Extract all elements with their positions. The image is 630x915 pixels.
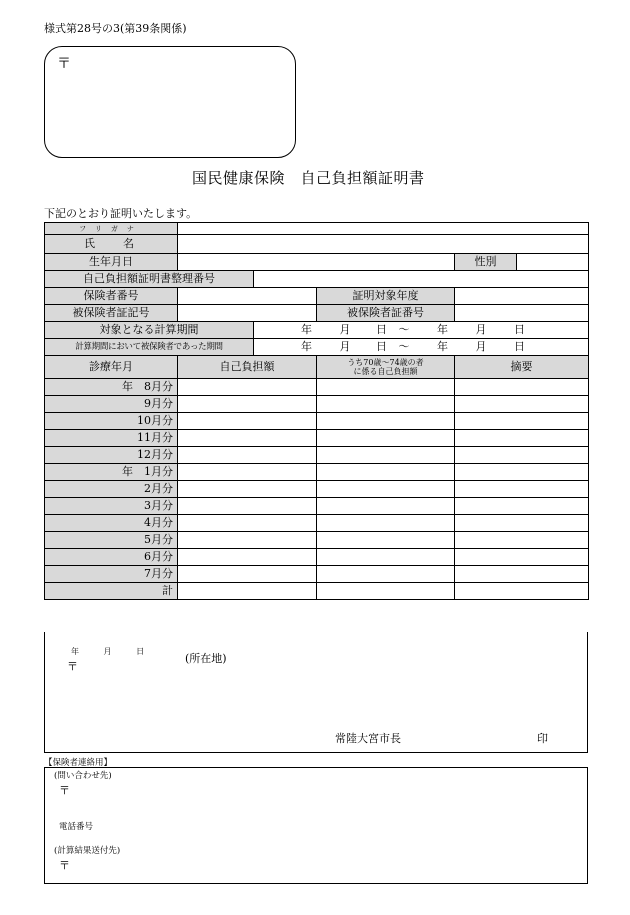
age-70-74-field[interactable] <box>317 583 455 600</box>
age-70-74-field[interactable] <box>317 413 455 430</box>
month-row <box>45 430 589 447</box>
age-70-74-field[interactable] <box>317 515 455 532</box>
period-day-2: 日 <box>514 323 525 336</box>
self-pay-field[interactable] <box>178 515 317 532</box>
period-day-2: 日 <box>514 340 525 353</box>
month-label: 5月分 <box>45 532 178 549</box>
gender-label: 性別 <box>455 254 517 271</box>
age-70-74-field[interactable] <box>317 566 455 583</box>
remarks-field[interactable] <box>455 379 589 396</box>
remarks-field[interactable] <box>455 566 589 583</box>
name-label: 氏名 <box>45 235 178 254</box>
name-field[interactable] <box>178 235 589 254</box>
self-pay-field[interactable] <box>178 464 317 481</box>
cert-year-label: 証明対象年度 <box>317 288 455 305</box>
address-box <box>44 46 296 158</box>
cert-number-field[interactable] <box>254 271 589 288</box>
self-pay-field[interactable] <box>178 532 317 549</box>
age-70-74-field[interactable] <box>317 464 455 481</box>
header-age-70-74 <box>317 356 455 379</box>
period-year-1: 年 <box>301 323 312 336</box>
remarks-field[interactable] <box>455 515 589 532</box>
month-row <box>45 532 589 549</box>
insured-period-label: 計算期間において被保険者であった期間 <box>45 339 254 356</box>
insured-symbol-field[interactable] <box>178 305 317 322</box>
remarks-field[interactable] <box>455 447 589 464</box>
period-year-2: 年 <box>437 323 448 336</box>
month-label: 6月分 <box>45 549 178 566</box>
cert-year-field[interactable] <box>455 288 589 305</box>
month-row <box>45 515 589 532</box>
age-70-74-field[interactable] <box>317 498 455 515</box>
self-pay-field[interactable] <box>178 583 317 600</box>
period-tilde: 〜 <box>398 323 410 336</box>
postal-mark: 〒 <box>59 784 70 797</box>
birthdate-field[interactable] <box>178 254 455 271</box>
month-label: 年 1月分 <box>45 464 178 481</box>
period-month-1: 月 <box>339 323 351 336</box>
furigana-label: フリガナ <box>45 223 178 235</box>
insurer-contact-label: 【保険者連絡用】 <box>44 758 113 768</box>
insured-symbol-label: 被保険者証記号 <box>45 305 178 322</box>
period-tilde: 〜 <box>398 340 410 353</box>
insurer-number-field[interactable] <box>178 288 317 305</box>
self-pay-field[interactable] <box>178 413 317 430</box>
form-number: 様式第28号の3(第39条関係) <box>44 22 187 35</box>
send-to-label: (計算結果送付先) <box>54 846 121 856</box>
cert-number-label: 自己負担額証明書整理番号 <box>45 271 254 288</box>
location-label: (所在地) <box>185 652 227 665</box>
self-pay-field[interactable] <box>178 447 317 464</box>
header-self-pay: 自己負担額 <box>178 356 317 379</box>
period-year-2: 年 <box>437 340 448 353</box>
insured-period-field[interactable] <box>254 339 589 356</box>
insured-number-field[interactable] <box>455 305 589 322</box>
age-70-74-field[interactable] <box>317 379 455 396</box>
month-row <box>45 396 589 413</box>
month-label: 4月分 <box>45 515 178 532</box>
month-row <box>45 566 589 583</box>
month-row <box>45 498 589 515</box>
sig-day: 日 <box>136 647 145 656</box>
month-label: 2月分 <box>45 481 178 498</box>
period-month-2: 月 <box>475 323 487 336</box>
age-70-74-field[interactable] <box>317 447 455 464</box>
month-row <box>45 447 589 464</box>
signature-date[interactable] <box>71 646 144 657</box>
mayor-title: 常陸大宮市長 <box>335 732 401 745</box>
sig-year: 年 <box>71 647 79 656</box>
self-pay-field[interactable] <box>178 566 317 583</box>
self-pay-field[interactable] <box>178 481 317 498</box>
remarks-field[interactable] <box>455 583 589 600</box>
calc-period-field[interactable] <box>254 322 589 339</box>
insurer-number-label: 保険者番号 <box>45 288 178 305</box>
remarks-field[interactable] <box>455 396 589 413</box>
month-label: 計 <box>45 583 178 600</box>
period-year-1: 年 <box>301 340 312 353</box>
month-row <box>45 464 589 481</box>
month-label: 11月分 <box>45 430 178 447</box>
header-month: 診療年月 <box>45 356 178 379</box>
calc-period-label: 対象となる計算期間 <box>45 322 254 339</box>
self-pay-field[interactable] <box>178 498 317 515</box>
self-pay-field[interactable] <box>178 430 317 447</box>
seal-mark: 印 <box>537 732 548 745</box>
phone-label: 電話番号 <box>59 822 94 832</box>
insurer-contact-box <box>44 767 588 884</box>
inquiry-label: (問い合わせ先) <box>54 771 112 781</box>
month-label: 年 8月分 <box>45 379 178 396</box>
month-row <box>45 549 589 566</box>
remarks-field[interactable] <box>455 464 589 481</box>
certificate-table <box>44 222 589 600</box>
remarks-field[interactable] <box>455 498 589 515</box>
age-70-74-field[interactable] <box>317 430 455 447</box>
header-remarks: 摘要 <box>455 356 589 379</box>
month-label: 12月分 <box>45 447 178 464</box>
age-70-74-field[interactable] <box>317 396 455 413</box>
period-month-1: 月 <box>339 340 351 353</box>
remarks-field[interactable] <box>455 481 589 498</box>
period-day-1: 日 <box>376 323 387 336</box>
period-month-2: 月 <box>475 340 487 353</box>
header-age-70-74-line1: うち70歳〜74歳の者 <box>347 358 424 367</box>
signature-section <box>44 632 588 753</box>
self-pay-field[interactable] <box>178 379 317 396</box>
sig-month: 月 <box>103 647 112 656</box>
postal-mark: 〒 <box>57 56 71 72</box>
period-day-1: 日 <box>376 340 387 353</box>
month-row <box>45 583 589 600</box>
header-age-70-74-line2: に係る自己負担額 <box>353 367 418 376</box>
remarks-field[interactable] <box>455 413 589 430</box>
age-70-74-field[interactable] <box>317 481 455 498</box>
gender-field[interactable] <box>517 254 589 271</box>
self-pay-field[interactable] <box>178 396 317 413</box>
postal-mark: 〒 <box>59 859 70 872</box>
month-row <box>45 379 589 396</box>
month-label: 10月分 <box>45 413 178 430</box>
page-title: 国民健康保険 自己負担額証明書 <box>192 169 425 187</box>
month-label: 7月分 <box>45 566 178 583</box>
furigana-field[interactable] <box>178 223 589 235</box>
remarks-field[interactable] <box>455 549 589 566</box>
postal-mark: 〒 <box>67 660 78 673</box>
month-label: 9月分 <box>45 396 178 413</box>
self-pay-field[interactable] <box>178 549 317 566</box>
age-70-74-field[interactable] <box>317 532 455 549</box>
month-row <box>45 413 589 430</box>
remarks-field[interactable] <box>455 532 589 549</box>
remarks-field[interactable] <box>455 430 589 447</box>
month-label: 3月分 <box>45 498 178 515</box>
birthdate-label: 生年月日 <box>45 254 178 271</box>
month-row <box>45 481 589 498</box>
lead-text: 下記のとおり証明いたします。 <box>44 207 198 220</box>
age-70-74-field[interactable] <box>317 549 455 566</box>
insured-number-label: 被保険者証番号 <box>317 305 455 322</box>
